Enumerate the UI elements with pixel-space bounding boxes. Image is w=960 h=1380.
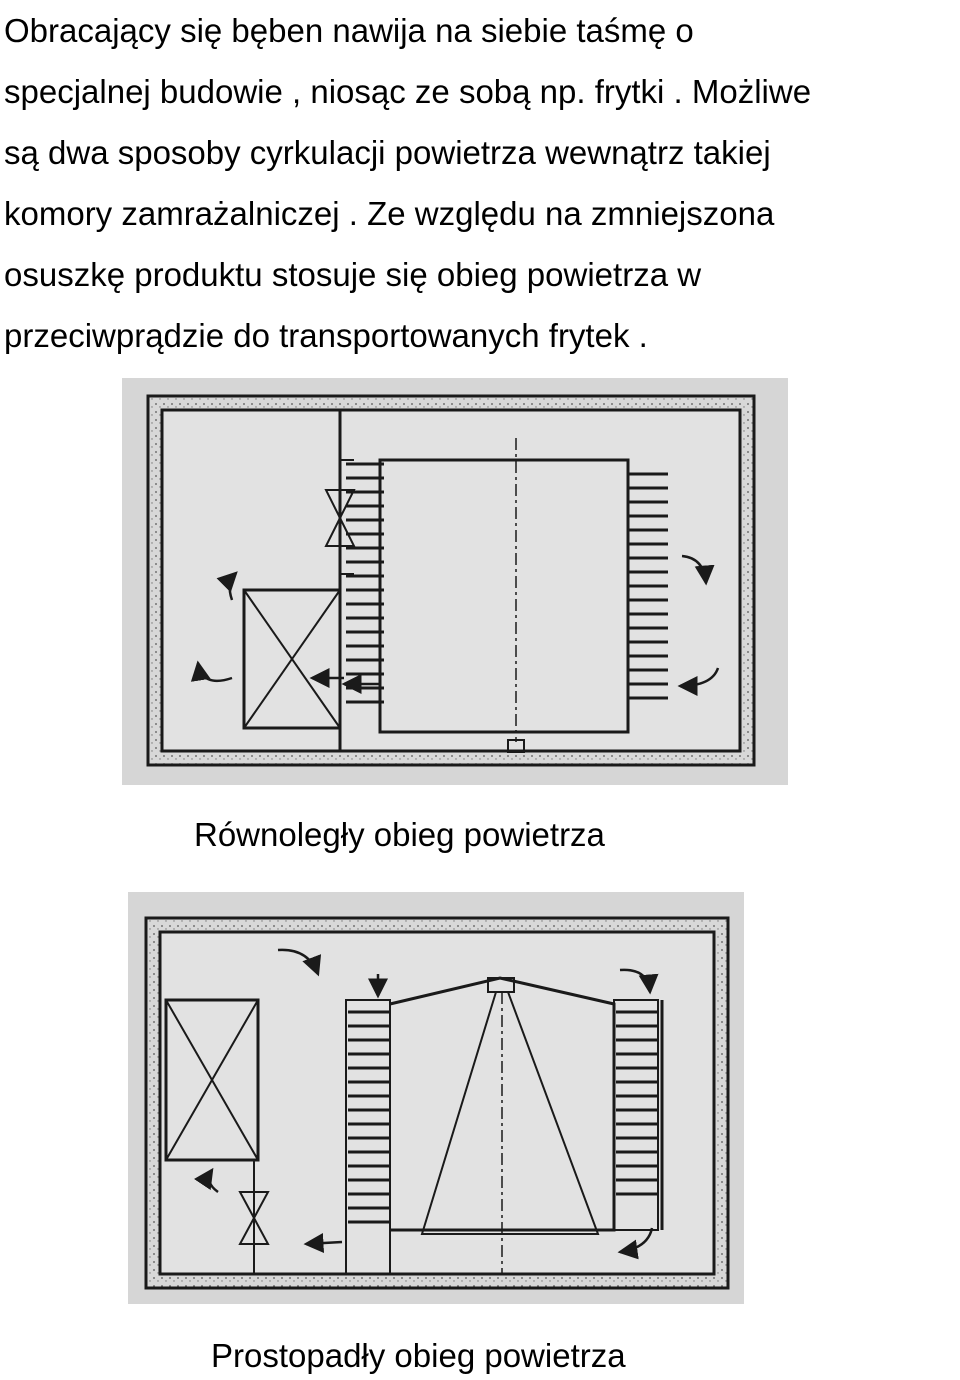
- intro-line-4: komory zamrażalniczej . Ze względu na zmniejszona: [4, 195, 775, 232]
- intro-line-3: są dwa sposoby cyrkulacji powietrza wewnątrz takiej: [4, 134, 771, 171]
- intro-paragraph: [4, 0, 959, 366]
- intro-line-5: osuszkę produktu stosuje się obieg powietrza w: [4, 256, 702, 293]
- perpendicular-airflow-diagram: [128, 892, 744, 1304]
- intro-line-2: specjalnej budowie , niosąc ze sobą np. frytki . Możliwe: [4, 73, 812, 110]
- intro-line-6: przeciwprądzie do transportowanych frytek .: [4, 317, 648, 354]
- figure-caption-parallel: Równoległy obieg powietrza: [194, 816, 605, 853]
- figure-caption-perpendicular: Prostopadły obieg powietrza: [211, 1337, 626, 1374]
- parallel-airflow-diagram: [122, 378, 788, 785]
- intro-line-1: Obracający się bęben nawija na siebie taśmę o: [4, 12, 694, 49]
